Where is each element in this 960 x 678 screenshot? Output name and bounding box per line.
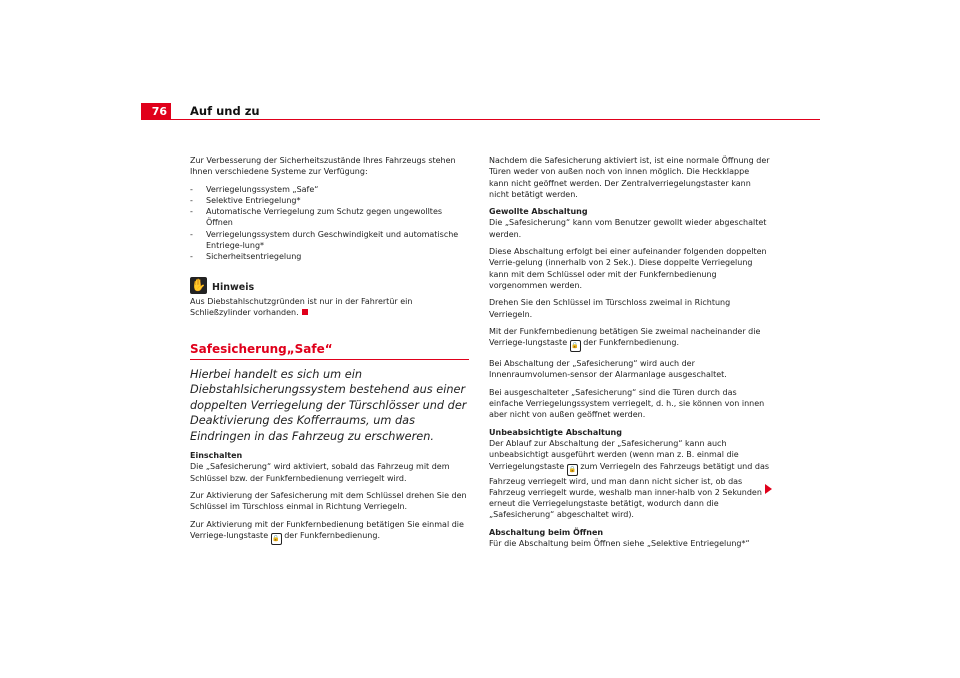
right-column <box>489 155 771 555</box>
lead-text: Hierbei handelt es sich um ein Diebstahlsicherungssystem bestehend aus einer doppelten Verriegelung der Türschlösser und der Deaktivierung des Kofferraums, um das Eindringen in das Fahrzeug zu erschweren. <box>190 367 467 443</box>
paragraph <box>489 326 771 352</box>
lock-key-icon: 🔒 <box>271 533 282 545</box>
text-span: der Funkfernbedienung. <box>583 338 679 348</box>
subheading-unbeabsichtigt: Unbeabsichtigte Abschaltung <box>489 427 622 437</box>
paragraph: Bei Abschaltung der „Safesicherung“ wird auch der Innenraumvolumen-sensor der Alarmanlage ausgeschaltet. <box>489 359 727 380</box>
text-span: Mit der Funkfernbedienung betätigen Sie zweimal nacheinander die Verriege-lungstaste <box>489 326 761 348</box>
paragraph: Nachdem die Safesicherung aktiviert ist, ist eine normale Öffnung der Türen weder von außen noch von innen möglich. Die Heckklappe kann nicht geöffnet werden. Der Zentralverriegelungstaster kann nicht betätigt werden. <box>489 156 770 199</box>
page-number: 76 <box>141 103 171 120</box>
page-header-title: Auf und zu <box>190 104 260 118</box>
list-item: - Automatische Verriegelung zum Schutz gegen ungewolltes Öffnen <box>190 206 470 229</box>
intro-text: Zur Verbesserung der Sicherheitszustände Ihres Fahrzeugs stehen Ihnen verschiedene Systeme zur Verfügung: <box>190 156 456 177</box>
paragraph: Diese Abschaltung erfolgt bei einer aufeinander folgenden doppelten Verrie-gelung (innerhalb von 2 Sek.). Diese doppelte Verriegelung kann mit dem Schlüssel oder mit der Funkfernbedienung vorgenommen werden. <box>489 247 767 290</box>
paragraph <box>489 438 771 521</box>
paragraph: Für die Abschaltung beim Öffnen siehe „Selektive Entriegelung*“ <box>489 539 750 549</box>
text-span: Zur Aktivierung mit der Funkfernbedienung betätigen Sie einmal die Verriege-lungstaste <box>190 519 464 540</box>
list-item: - Sicherheitsentriegelung <box>190 251 470 262</box>
paragraph <box>190 519 470 545</box>
hand-note-icon: ✋ <box>190 277 207 294</box>
header-rule <box>171 119 820 120</box>
paragraph: Die „Safesicherung“ kann vom Benutzer gewollt wieder abgeschaltet werden. <box>489 218 767 239</box>
paragraph: Die „Safesicherung“ wird aktiviert, sobald das Fahrzeug mit dem Schlüssel bzw. der Funkfernbedienung verriegelt wird. <box>190 462 450 483</box>
lock-key-icon: 🔒 <box>570 340 581 352</box>
section-title: Safesicherung„Safe“ <box>190 342 333 357</box>
section-rule <box>190 359 469 360</box>
left-column <box>190 155 470 551</box>
paragraph: Drehen Sie den Schlüssel im Türschloss zweimal in Richtung Verriegeln. <box>489 298 731 319</box>
system-list <box>190 184 470 263</box>
list-item: - Verriegelungssystem „Safe“ <box>190 184 470 195</box>
list-item: - Verriegelungssystem durch Geschwindigkeit und automatische Entriege-lung* <box>190 229 470 252</box>
note-heading <box>190 277 470 294</box>
note-paragraph <box>190 296 470 319</box>
list-item: - Selektive Entriegelung* <box>190 195 470 206</box>
note-text: Aus Diebstahlschutzgründen ist nur in der Fahrertür ein Schließzylinder vorhanden. <box>190 296 413 317</box>
red-square-icon <box>302 309 308 315</box>
paragraph: Bei ausgeschalteter „Safesicherung“ sind die Türen durch das einfache Verriegelungssystem verriegelt, d. h., sie können von innen aber nicht von außen geöffnet werden. <box>489 387 765 420</box>
lock-key-icon: 🔒 <box>567 464 578 476</box>
text-span: Der Ablauf zur Abschaltung der „Safesicherung“ kann auch unbeabsichtigt ausgeführt werden (wenn man z. B. einmal die Verriegelungstaste <box>489 438 739 471</box>
text-span: zum Verriegeln des Fahrzeugs betätigt und das Fahrzeug verriegelt wird, und man dann nicht sicher ist, ob das Fahrzeug verriegelt wurde, weshalb man inner-halb von 2 Sekunden erneut die Verriegelungstaste betätigt, wodurch dann die „Safesicherung“ abgeschaltet wird). <box>489 461 770 520</box>
subheading-gewollte: Gewollte Abschaltung <box>489 207 588 217</box>
paragraph: Zur Aktivierung der Safesicherung mit dem Schlüssel drehen Sie den Schlüssel im Türschloss einmal in Richtung Verriegeln. <box>190 490 467 512</box>
text-span: der Funkfernbedienung. <box>284 530 380 540</box>
continue-arrow-icon <box>765 484 772 494</box>
subheading-oeffnen: Abschaltung beim Öffnen <box>489 527 604 537</box>
note-title: Hinweis <box>212 282 255 294</box>
subheading-einschalten: Einschalten <box>190 451 243 461</box>
